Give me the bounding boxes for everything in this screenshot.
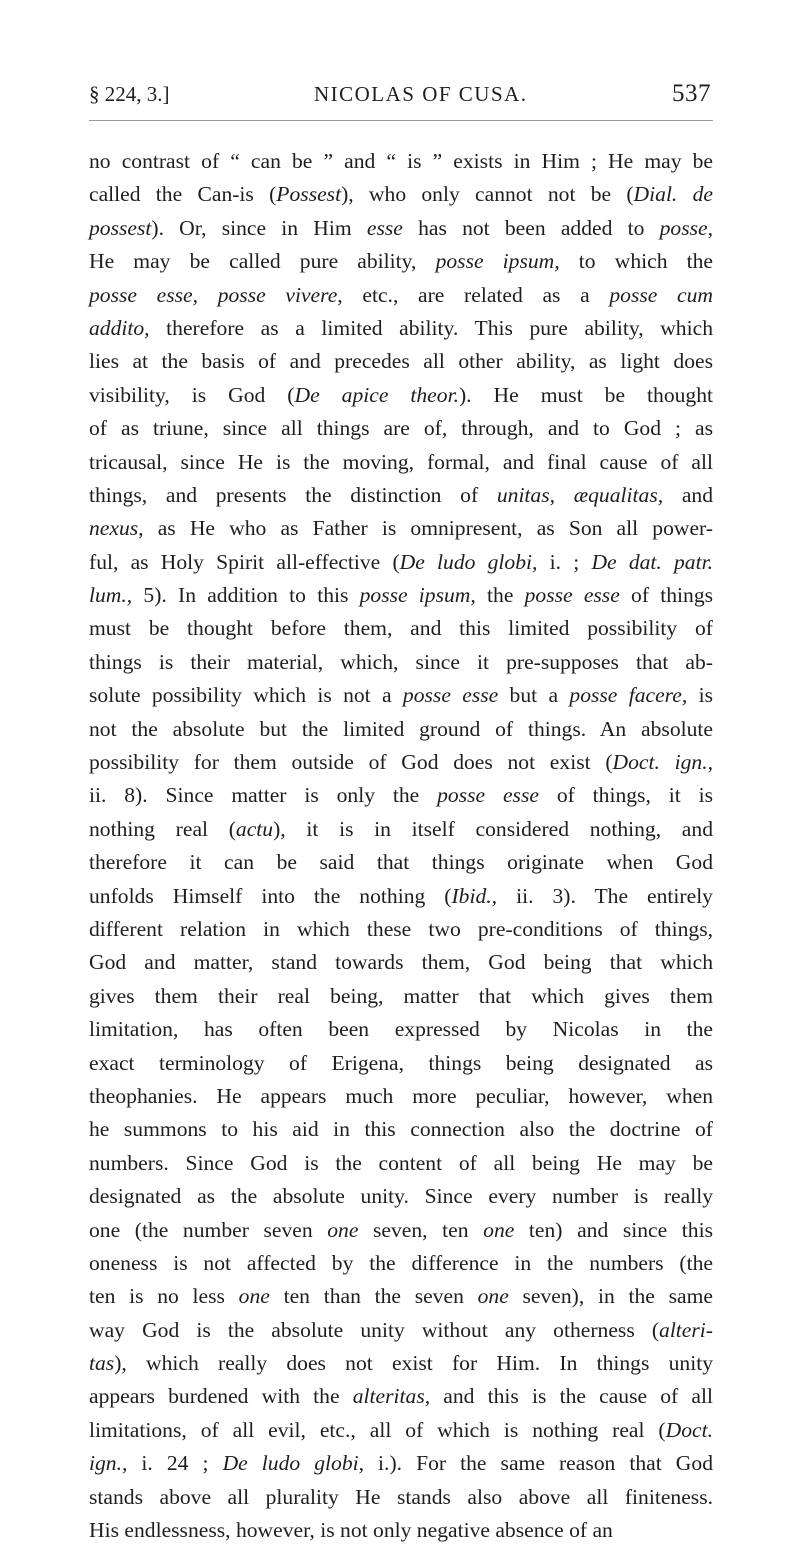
italic-text: Doct.	[665, 1417, 713, 1442]
italic-text: addito,	[89, 315, 150, 340]
text-line	[89, 1514, 713, 1547]
text-run: tricausal, since He is the moving, formal, and final cause of all	[89, 449, 713, 474]
text-line	[89, 813, 713, 846]
italic-text: posse ipsum,	[435, 249, 560, 274]
text-run: God and matter, stand towards them, God being that which	[89, 950, 713, 975]
text-run: but a	[498, 683, 570, 708]
text-run: therefore it can be said that things originate when God	[89, 850, 713, 875]
italic-text: posse facere,	[569, 683, 688, 708]
text-line	[89, 679, 713, 712]
italic-text: esse	[366, 215, 403, 240]
text-run: one (the number seven	[89, 1217, 328, 1242]
text-line	[89, 1147, 713, 1180]
text-line	[89, 1447, 713, 1480]
text-run: 5). In addition to this	[132, 583, 360, 608]
text-run: appears burdened with the	[89, 1384, 353, 1409]
italic-text: Doct. ign.,	[612, 750, 713, 775]
text-line	[89, 1347, 713, 1380]
text-run: ten) and since this	[514, 1217, 713, 1242]
running-head	[89, 80, 711, 116]
text-line	[89, 1314, 713, 1347]
italic-text: nexus,	[89, 516, 144, 541]
text-line	[89, 1180, 713, 1213]
text-run: ten is no less	[89, 1284, 239, 1309]
text-run: of things, it is	[538, 783, 713, 808]
text-run: of as triune, since all things are of, through, and to God ; as	[89, 416, 713, 441]
text-line	[89, 1414, 713, 1447]
header-rule	[89, 120, 713, 121]
text-run: the	[475, 583, 525, 608]
text-run: theophanies. He appears much more peculiar, however, when	[89, 1083, 713, 1108]
text-run: ii. 8). Since matter is only the	[89, 783, 438, 808]
text-line	[89, 713, 713, 746]
text-line	[89, 779, 713, 812]
italic-text: possest	[89, 215, 152, 240]
italic-text: lum.,	[89, 583, 133, 608]
text-run: ), which really does not exist for Him. In things unity	[114, 1351, 713, 1376]
text-run: seven), in the same	[508, 1284, 713, 1309]
italic-text: alteri-	[659, 1317, 713, 1342]
text-line	[89, 379, 713, 412]
text-run: as He who as Father is omnipresent, as Son all power-	[143, 516, 713, 541]
text-run: ), it is in itself considered nothing, and	[273, 816, 713, 841]
text-line	[89, 1013, 713, 1046]
text-line	[89, 446, 713, 479]
text-line	[89, 178, 713, 211]
text-line	[89, 479, 713, 512]
text-run: numbers. Since God is the content of all being He may be	[89, 1150, 713, 1175]
italic-text: De apice theor.	[294, 382, 459, 407]
italic-text: De dat. patr.	[591, 549, 714, 574]
text-run: no contrast of “ can be ” and “ is ” exists in Him ; He may be	[89, 149, 713, 173]
text-run: possibility for them outside of God does not exist (	[89, 750, 613, 775]
text-run: solute possibility which is not a	[89, 683, 403, 708]
text-run: way God is the absolute unity without any otherness (	[89, 1317, 660, 1342]
text-run: lies at the basis of and precedes all other ability, as light does	[89, 349, 713, 374]
text-run: is	[687, 683, 713, 708]
text-run: i.). For the same reason that God	[364, 1451, 713, 1476]
text-run: designated as the absolute unity. Since every number is really	[89, 1184, 713, 1209]
italic-text: posse esse	[402, 683, 499, 708]
italic-text: posse,	[659, 215, 713, 240]
italic-text: Ibid.,	[451, 883, 498, 908]
text-line	[89, 612, 713, 645]
text-line	[89, 880, 713, 913]
italic-text: De ludo globi,	[399, 549, 538, 574]
text-run: stands above all plurality He stands also above all finiteness.	[89, 1484, 713, 1509]
text-run: oneness is not affected by the difference in the numbers (the	[89, 1250, 713, 1275]
text-run: and	[663, 482, 713, 507]
text-line	[89, 1247, 713, 1280]
text-run: things, and presents the distinction of	[89, 482, 497, 507]
text-line	[89, 846, 713, 879]
text-line	[89, 345, 713, 378]
text-run: therefore as a limited ability. This pure ability, which	[149, 315, 713, 340]
italic-text: Dial. de	[633, 182, 713, 207]
text-run: exact terminology of Erigena, things being designated as	[89, 1050, 713, 1075]
italic-text: one	[477, 1284, 509, 1309]
italic-text: posse esse	[524, 583, 620, 608]
body-paragraph	[89, 145, 713, 1547]
text-line	[89, 546, 713, 579]
italic-text: De ludo globi,	[222, 1451, 365, 1476]
text-line	[89, 279, 713, 312]
text-line	[89, 1481, 713, 1514]
italic-text: unitas, æqualitas,	[496, 482, 664, 507]
text-line	[89, 1380, 713, 1413]
text-run: etc., are related as a	[342, 282, 610, 307]
running-title: NICOLAS OF CUSA.	[313, 82, 528, 106]
italic-text: posse esse	[437, 783, 539, 808]
italic-text: Possest	[276, 182, 342, 207]
text-run: He may be called pure ability,	[89, 249, 436, 274]
text-line	[89, 980, 713, 1013]
italic-text: tas	[89, 1351, 115, 1376]
text-line	[89, 1280, 713, 1313]
text-run: ). Or, since in Him	[151, 215, 367, 240]
text-run: and this is the cause of all	[430, 1384, 713, 1409]
text-run: not the absolute but the limited ground of things. An absolute	[89, 716, 713, 741]
italic-text: actu	[235, 816, 274, 841]
text-run: limitations, of all evil, etc., all of which is nothing real (	[89, 1417, 666, 1442]
italic-text: posse ipsum,	[359, 583, 476, 608]
italic-text: posse esse, posse vivere,	[89, 282, 343, 307]
text-run: seven, ten	[358, 1217, 484, 1242]
italic-text: one	[238, 1284, 270, 1309]
text-run: has not been added to	[402, 215, 660, 240]
text-line	[89, 1047, 713, 1080]
text-line	[89, 212, 713, 245]
text-run: ). He must be thought	[458, 382, 714, 407]
text-run: different relation in which these two pre-conditions of things,	[89, 916, 713, 941]
text-run: limitation, has often been expressed by Nicolas in the	[89, 1017, 713, 1042]
text-line	[89, 1080, 713, 1113]
text-line	[89, 412, 713, 445]
text-run: i. 24 ;	[127, 1451, 223, 1476]
text-line	[89, 579, 713, 612]
text-run: called the Can-is (	[89, 182, 277, 207]
text-run: His endlessness, however, is not only negative absence of an	[89, 1518, 613, 1543]
text-line	[89, 1214, 713, 1247]
italic-text: one	[483, 1217, 515, 1242]
text-line	[89, 312, 713, 345]
text-run: of things	[619, 583, 714, 608]
text-line	[89, 145, 713, 178]
text-run: gives them their real being, matter that which gives them	[89, 983, 713, 1008]
italic-text: one	[327, 1217, 359, 1242]
text-run: ), who only cannot not be (	[341, 182, 634, 207]
text-line	[89, 913, 713, 946]
text-run: to which the	[559, 249, 714, 274]
page-number: 537	[672, 80, 711, 107]
text-line	[89, 646, 713, 679]
text-run: things is their material, which, since it pre-supposes that ab-	[89, 649, 713, 674]
text-run: ful, as Holy Spirit all-effective (	[89, 549, 400, 574]
text-line	[89, 512, 713, 545]
italic-text: posse cum	[609, 282, 714, 307]
text-line	[89, 1113, 713, 1146]
text-line	[89, 245, 713, 278]
italic-text: ign.,	[89, 1451, 128, 1476]
text-line	[89, 746, 713, 779]
text-line	[89, 946, 713, 979]
text-run: ii. 3). The entirely	[497, 883, 713, 908]
text-run: ten than the seven	[269, 1284, 478, 1309]
text-run: i. ;	[537, 549, 592, 574]
section-reference: § 224, 3.]	[89, 82, 170, 106]
italic-text: alteritas,	[352, 1384, 431, 1409]
text-run: unfolds Himself into the nothing (	[89, 883, 452, 908]
text-run: must be thought before them, and this limited possibility of	[89, 616, 713, 641]
text-run: he summons to his aid in this connection also the doctrine of	[89, 1117, 713, 1142]
text-run: visibility, is God (	[89, 382, 295, 407]
text-run: nothing real (	[89, 816, 236, 841]
